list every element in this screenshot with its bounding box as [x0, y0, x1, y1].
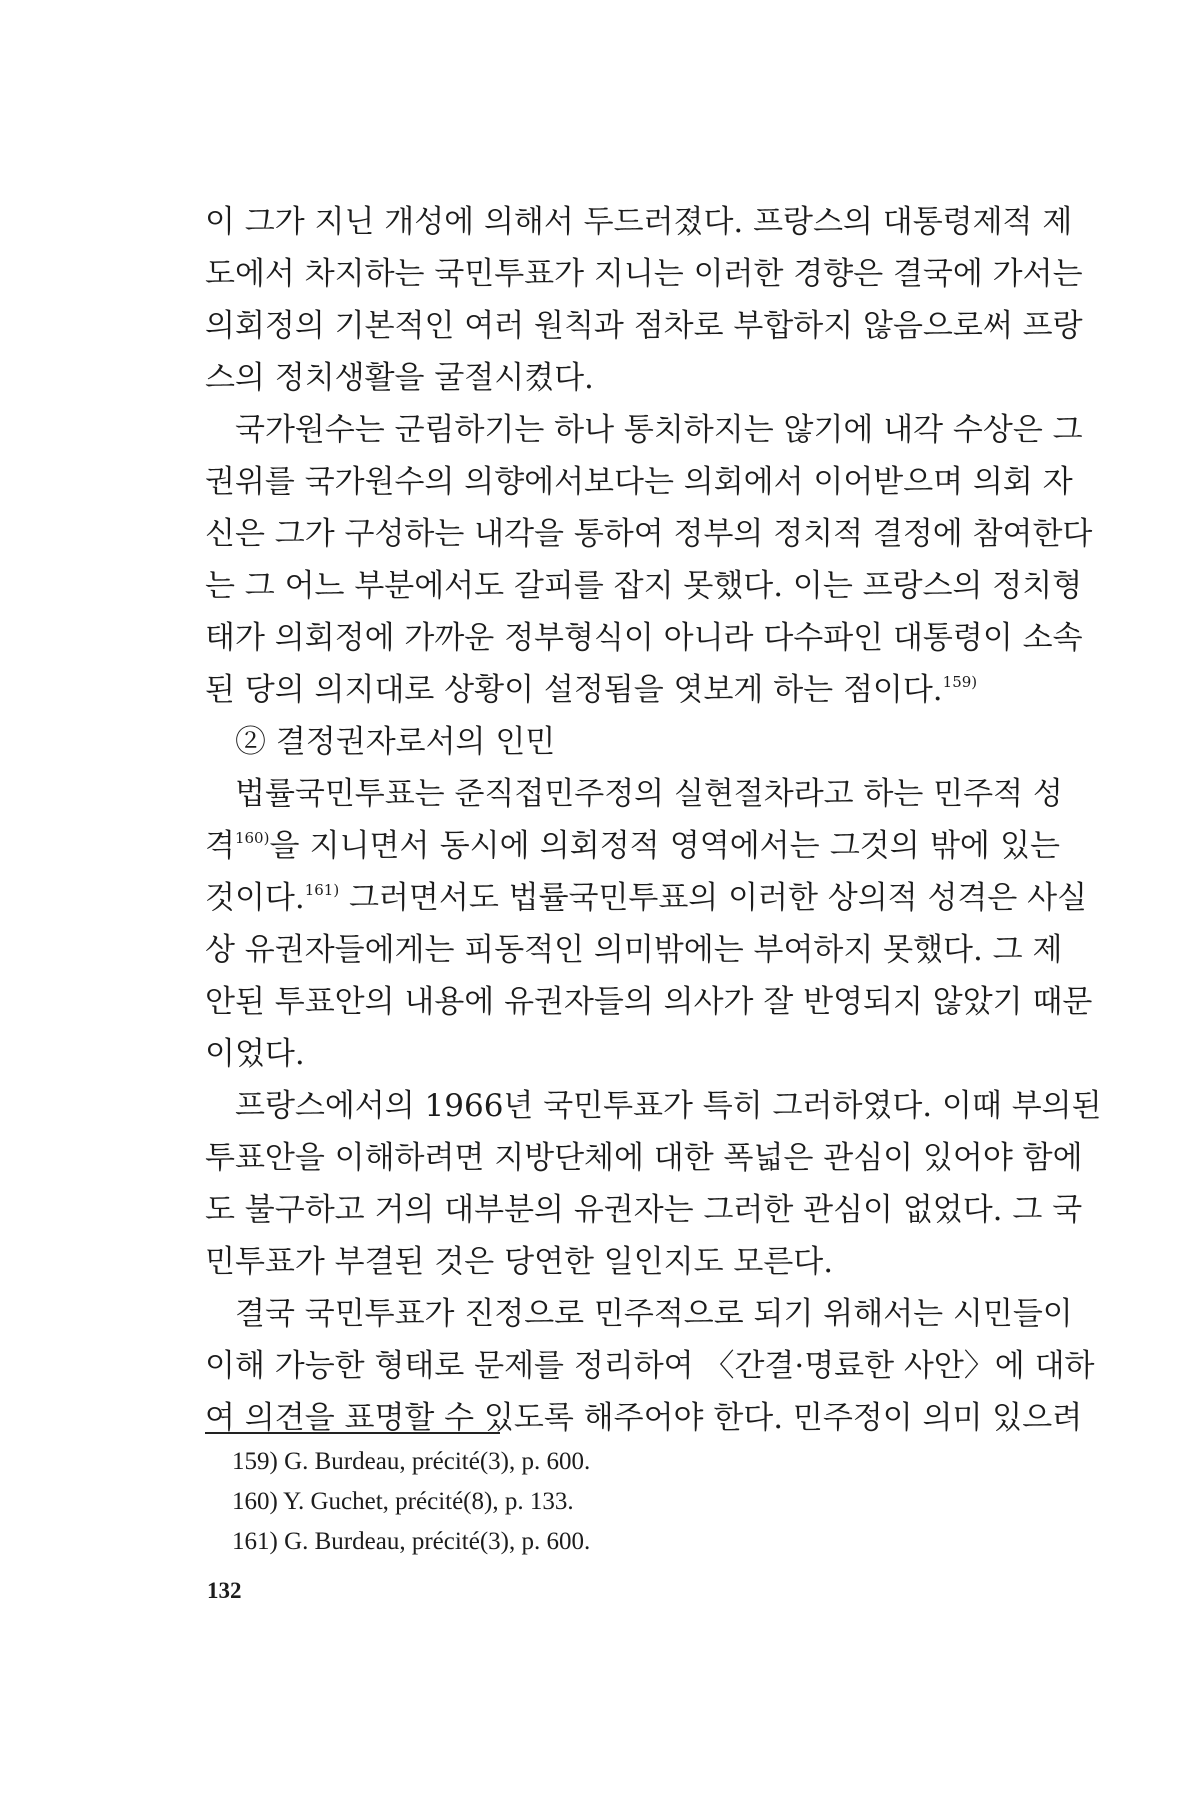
footnote-divider: [205, 1432, 500, 1434]
line-text: 도에서 차지하는 국민투표가 지니는 이러한 경향은 결국에 가서는: [205, 256, 1083, 292]
body-text: [205, 196, 1102, 1444]
line-text: 권위를 국가원수의 의향에서보다는 의회에서 이어받으며 의회 자: [205, 464, 1073, 500]
line-text: 투표안을 이해하려면 지방단체에 대한 폭넓은 관심이 있어야 함에: [205, 1140, 1083, 1176]
line-text: 도 불구하고 거의 대부분의 유권자는 그러한 관심이 없었다. 그 국: [205, 1192, 1083, 1228]
footnote-marker: 159): [942, 673, 978, 691]
text-line: [205, 1288, 1073, 1340]
footnote-160: 160) Y. Guchet, précité(8), p. 133.: [232, 1488, 574, 1515]
line-text: 국가원수는 군림하기는 하나 통치하지는 않기에 내각 수상은 그: [235, 412, 1083, 448]
line-text: 상 유권자들에게는 피동적인 의미밖에는 부여하지 못했다. 그 제: [205, 932, 1063, 968]
text-line: [205, 1028, 1060, 1080]
line-text: 프랑스에서의 1966년 국민투표가 특히 그러하였다. 이때 부의된: [235, 1088, 1102, 1124]
paragraph: [205, 1288, 1095, 1444]
text-line: [205, 1392, 1083, 1444]
line-text: 안된 투표안의 내용에 유권자들의 의사가 잘 반영되지 않았기 때문: [205, 984, 1093, 1020]
line-text: 법률국민투표는 준직접민주정의 실현절차라고 하는 민주적 성: [235, 776, 1063, 812]
paragraph: [205, 716, 1060, 768]
text-line: [205, 248, 1083, 300]
line-text: 여 의견을 표명할 수 있도록 해주어야 한다. 민주정이 의미 있으려: [205, 1400, 1083, 1436]
paragraph: [205, 196, 1083, 404]
paragraph: [205, 1080, 1102, 1288]
line-text-continued: 을 지니면서 동시에 의회정적 영역에서는 그것의 밖에 있는: [269, 828, 1060, 864]
text-line: [205, 820, 1060, 872]
text-line: [205, 196, 1073, 248]
text-line: [205, 716, 1060, 768]
footnote-159: 159) G. Burdeau, précité(3), p. 600.: [232, 1448, 591, 1475]
text-line: [205, 1132, 1083, 1184]
text-line: [205, 1236, 1060, 1288]
footnotes: [232, 1442, 590, 1562]
text-line: [205, 508, 1093, 560]
text-line: [205, 612, 1083, 664]
line-text: 의회정의 기본적인 여러 원칙과 점차로 부합하지 않음으로써 프랑: [205, 308, 1083, 344]
text-line: [205, 1184, 1083, 1236]
line-text: 격: [205, 828, 235, 864]
line-text: 민투표가 부결된 것은 당연한 일인지도 모른다.: [205, 1244, 834, 1280]
text-line: [205, 976, 1093, 1028]
line-text: 된 당의 의지대로 상황이 설정됨을 엿보게 하는 점이다.: [205, 672, 943, 708]
footnote-161: 161) G. Burdeau, précité(3), p. 600.: [232, 1528, 591, 1555]
text-line: [205, 872, 1088, 924]
paragraph: [205, 404, 1093, 716]
text-line: [205, 560, 1083, 612]
line-text: 신은 그가 구성하는 내각을 통하여 정부의 정치적 결정에 참여한다: [205, 516, 1093, 552]
footnote-marker: 161): [304, 881, 340, 899]
text-line: [205, 352, 1060, 404]
page-number: 132: [207, 1578, 242, 1603]
line-text: 는 그 어느 부분에서도 갈피를 잡지 못했다. 이는 프랑스의 정치형: [205, 568, 1083, 604]
line-text: 결국 국민투표가 진정으로 민주적으로 되기 위해서는 시민들이: [235, 1296, 1073, 1332]
text-line: [205, 924, 1063, 976]
footnote-marker: 160): [234, 829, 270, 847]
paragraph: [205, 768, 1093, 1080]
text-line: [205, 768, 1063, 820]
line-text: 것이다.: [205, 880, 305, 916]
text-line: [205, 1340, 1095, 1392]
text-line: [205, 300, 1083, 352]
line-text: 이었다.: [205, 1036, 305, 1072]
text-line: [205, 1080, 1102, 1132]
text-line: [205, 456, 1073, 508]
line-text-continued: 그러면서도 법률국민투표의 이러한 상의적 성격은 사실: [339, 880, 1088, 916]
line-text: ② 결정권자로서의 인민: [235, 724, 556, 760]
text-line: [205, 664, 1060, 716]
line-text: 스의 정치생활을 굴절시켰다.: [205, 360, 594, 396]
text-line: [205, 404, 1083, 456]
line-text: 이 그가 지닌 개성에 의해서 두드러졌다. 프랑스의 대통령제적 제: [205, 204, 1073, 240]
line-text: 태가 의회정에 가까운 정부형식이 아니라 다수파인 대통령이 소속: [205, 620, 1083, 656]
line-text: 이해 가능한 형태로 문제를 정리하여 〈간결·명료한 사안〉에 대하: [205, 1348, 1095, 1384]
